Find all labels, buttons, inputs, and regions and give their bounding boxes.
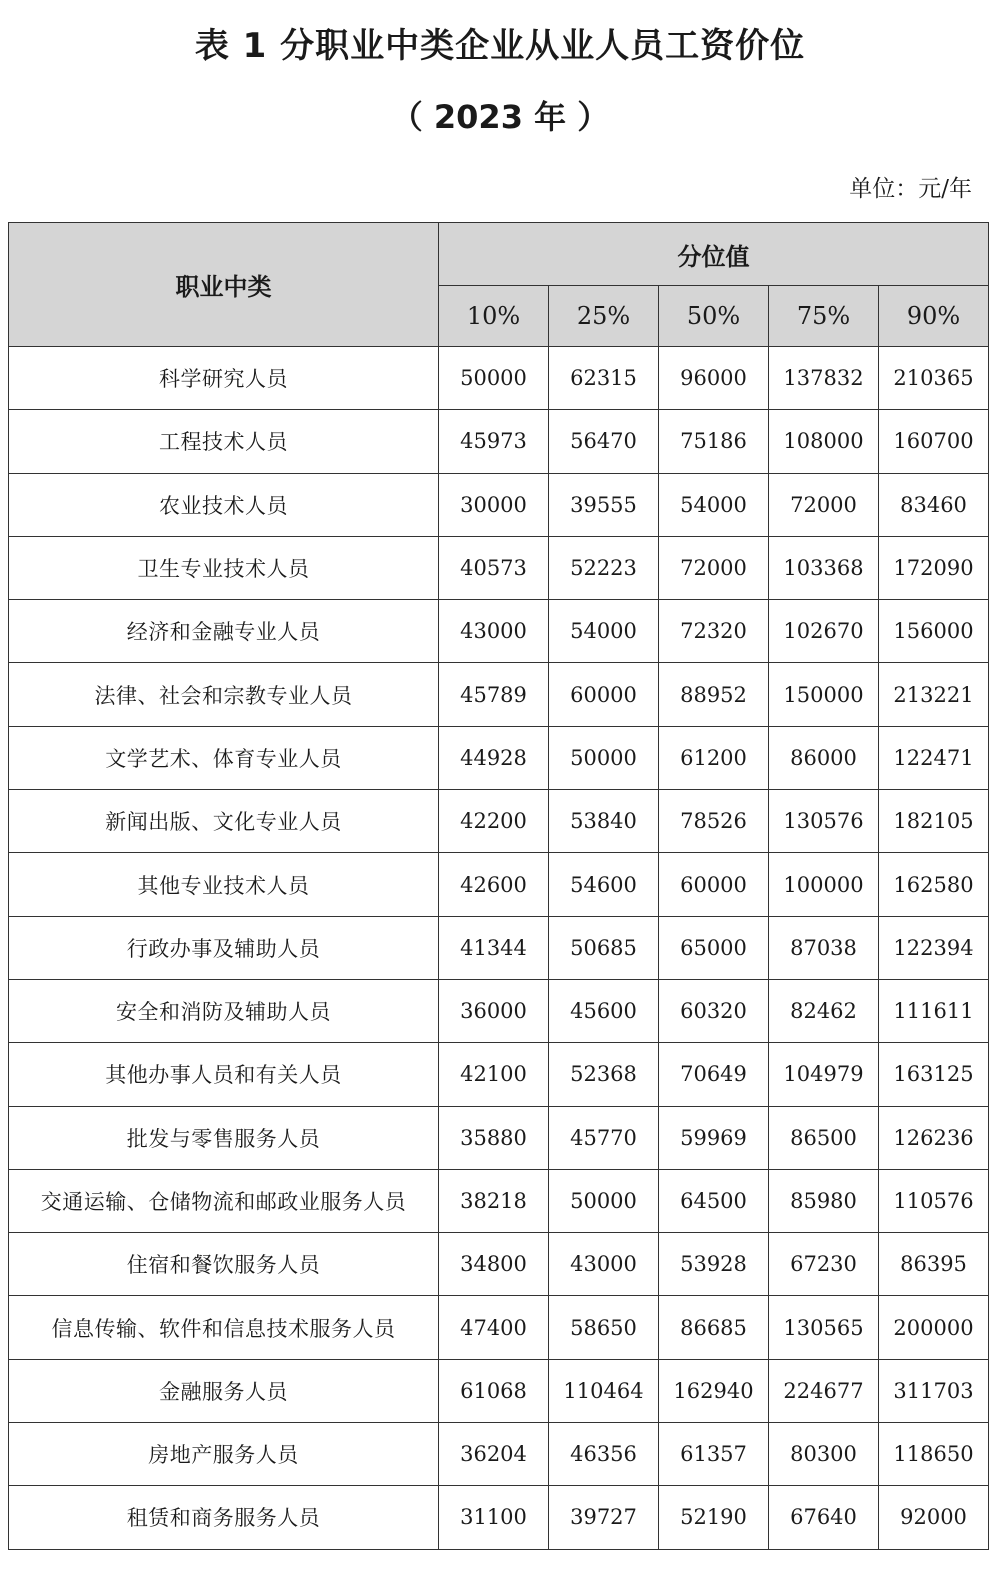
- p10-cell: 31100: [439, 1486, 549, 1549]
- p10-cell: 44928: [439, 726, 549, 789]
- p25-cell: 60000: [549, 663, 659, 726]
- p10-cell: 38218: [439, 1169, 549, 1232]
- p10-cell: 40573: [439, 536, 549, 599]
- table-row: [9, 600, 989, 663]
- p25-cell: 45600: [549, 979, 659, 1042]
- p50-cell: 60320: [659, 979, 769, 1042]
- p90-cell: 111611: [879, 979, 989, 1042]
- p75-cell: 130565: [769, 1296, 879, 1359]
- p25-cell: 62315: [549, 347, 659, 410]
- p75-cell: 137832: [769, 347, 879, 410]
- p50-cell: 162940: [659, 1359, 769, 1422]
- occupation-cell: 租赁和商务服务人员: [9, 1486, 439, 1549]
- p90-cell: 163125: [879, 1043, 989, 1106]
- occupation-cell: 安全和消防及辅助人员: [9, 979, 439, 1042]
- p75-cell: 102670: [769, 600, 879, 663]
- occupation-cell: 经济和金融专业人员: [9, 600, 439, 663]
- p90-cell: 160700: [879, 410, 989, 473]
- p25-cell: 53840: [549, 790, 659, 853]
- table-row: [9, 1106, 989, 1169]
- table-row: [9, 1233, 989, 1296]
- p75-cell: 103368: [769, 536, 879, 599]
- p25-cell: 39727: [549, 1486, 659, 1549]
- p25-cell: 58650: [549, 1296, 659, 1359]
- p25-cell: 50685: [549, 916, 659, 979]
- p90-cell: 172090: [879, 536, 989, 599]
- table-row: [9, 790, 989, 853]
- p25-cell: 50000: [549, 1169, 659, 1232]
- percentile-header-75: 75%: [769, 286, 879, 347]
- p90-cell: 92000: [879, 1486, 989, 1549]
- p75-cell: 86000: [769, 726, 879, 789]
- p10-cell: 43000: [439, 600, 549, 663]
- p10-cell: 42600: [439, 853, 549, 916]
- occupation-cell: 金融服务人员: [9, 1359, 439, 1422]
- p10-cell: 45789: [439, 663, 549, 726]
- percentile-group-header: 分位值: [439, 223, 989, 286]
- p75-cell: 72000: [769, 473, 879, 536]
- table-row: [9, 410, 989, 473]
- p50-cell: 59969: [659, 1106, 769, 1169]
- table-row: [9, 1486, 989, 1549]
- table-body: [9, 347, 989, 1550]
- table-row: [9, 473, 989, 536]
- p10-cell: 45973: [439, 410, 549, 473]
- p75-cell: 85980: [769, 1169, 879, 1232]
- occupation-cell: 交通运输、仓储物流和邮政业服务人员: [9, 1169, 439, 1232]
- p10-cell: 34800: [439, 1233, 549, 1296]
- occupation-column-header: 职业中类: [9, 223, 439, 347]
- p90-cell: 182105: [879, 790, 989, 853]
- table-row: [9, 916, 989, 979]
- table-row: [9, 663, 989, 726]
- p75-cell: 87038: [769, 916, 879, 979]
- p10-cell: 50000: [439, 347, 549, 410]
- occupation-cell: 其他办事人员和有关人员: [9, 1043, 439, 1106]
- p25-cell: 110464: [549, 1359, 659, 1422]
- p50-cell: 61200: [659, 726, 769, 789]
- p10-cell: 35880: [439, 1106, 549, 1169]
- p75-cell: 130576: [769, 790, 879, 853]
- p75-cell: 108000: [769, 410, 879, 473]
- occupation-cell: 科学研究人员: [9, 347, 439, 410]
- occupation-cell: 其他专业技术人员: [9, 853, 439, 916]
- table-row: [9, 1043, 989, 1106]
- p75-cell: 100000: [769, 853, 879, 916]
- table-row: [9, 536, 989, 599]
- table-row: [9, 347, 989, 410]
- p90-cell: 156000: [879, 600, 989, 663]
- table-title: 表 1 分职业中类企业从业人员工资价位: [194, 26, 806, 66]
- p10-cell: 30000: [439, 473, 549, 536]
- percentile-header-25: 25%: [549, 286, 659, 347]
- table-subtitle-year: （ 2023 年 ）: [390, 98, 610, 136]
- p25-cell: 46356: [549, 1423, 659, 1486]
- p25-cell: 43000: [549, 1233, 659, 1296]
- p90-cell: 110576: [879, 1169, 989, 1232]
- p50-cell: 86685: [659, 1296, 769, 1359]
- p90-cell: 126236: [879, 1106, 989, 1169]
- p50-cell: 72000: [659, 536, 769, 599]
- p10-cell: 42100: [439, 1043, 549, 1106]
- p10-cell: 42200: [439, 790, 549, 853]
- occupation-cell: 住宿和餐饮服务人员: [9, 1233, 439, 1296]
- p25-cell: 54600: [549, 853, 659, 916]
- table-row: [9, 853, 989, 916]
- p90-cell: 210365: [879, 347, 989, 410]
- percentile-header-50: 50%: [659, 286, 769, 347]
- p90-cell: 122394: [879, 916, 989, 979]
- p10-cell: 61068: [439, 1359, 549, 1422]
- table-row: [9, 1169, 989, 1232]
- p50-cell: 75186: [659, 410, 769, 473]
- p50-cell: 64500: [659, 1169, 769, 1232]
- p50-cell: 88952: [659, 663, 769, 726]
- p50-cell: 65000: [659, 916, 769, 979]
- p50-cell: 52190: [659, 1486, 769, 1549]
- p25-cell: 54000: [549, 600, 659, 663]
- p50-cell: 72320: [659, 600, 769, 663]
- percentile-header-10: 10%: [439, 286, 549, 347]
- p90-cell: 83460: [879, 473, 989, 536]
- p50-cell: 53928: [659, 1233, 769, 1296]
- occupation-cell: 信息传输、软件和信息技术服务人员: [9, 1296, 439, 1359]
- occupation-cell: 农业技术人员: [9, 473, 439, 536]
- p75-cell: 80300: [769, 1423, 879, 1486]
- table-row: [9, 1296, 989, 1359]
- p10-cell: 41344: [439, 916, 549, 979]
- occupation-cell: 行政办事及辅助人员: [9, 916, 439, 979]
- p10-cell: 47400: [439, 1296, 549, 1359]
- table-row: [9, 1423, 989, 1486]
- p90-cell: 213221: [879, 663, 989, 726]
- p90-cell: 118650: [879, 1423, 989, 1486]
- p25-cell: 39555: [549, 473, 659, 536]
- p90-cell: 162580: [879, 853, 989, 916]
- p50-cell: 54000: [659, 473, 769, 536]
- p90-cell: 86395: [879, 1233, 989, 1296]
- p25-cell: 45770: [549, 1106, 659, 1169]
- p75-cell: 150000: [769, 663, 879, 726]
- occupation-cell: 工程技术人员: [9, 410, 439, 473]
- p25-cell: 50000: [549, 726, 659, 789]
- table-row: [9, 726, 989, 789]
- p25-cell: 52368: [549, 1043, 659, 1106]
- unit-label: 单位：元/年: [849, 176, 972, 202]
- occupation-cell: 批发与零售服务人员: [9, 1106, 439, 1169]
- p75-cell: 104979: [769, 1043, 879, 1106]
- occupation-cell: 文学艺术、体育专业人员: [9, 726, 439, 789]
- p75-cell: 67640: [769, 1486, 879, 1549]
- p90-cell: 200000: [879, 1296, 989, 1359]
- p50-cell: 78526: [659, 790, 769, 853]
- p50-cell: 60000: [659, 853, 769, 916]
- p75-cell: 86500: [769, 1106, 879, 1169]
- percentile-header-90: 90%: [879, 286, 989, 347]
- occupation-cell: 房地产服务人员: [9, 1423, 439, 1486]
- p50-cell: 96000: [659, 347, 769, 410]
- p50-cell: 61357: [659, 1423, 769, 1486]
- p90-cell: 122471: [879, 726, 989, 789]
- p75-cell: 67230: [769, 1233, 879, 1296]
- p25-cell: 56470: [549, 410, 659, 473]
- p10-cell: 36000: [439, 979, 549, 1042]
- occupation-cell: 卫生专业技术人员: [9, 536, 439, 599]
- occupation-cell: 新闻出版、文化专业人员: [9, 790, 439, 853]
- p75-cell: 82462: [769, 979, 879, 1042]
- p90-cell: 311703: [879, 1359, 989, 1422]
- p75-cell: 224677: [769, 1359, 879, 1422]
- table-row: [9, 1359, 989, 1422]
- wage-percentile-table: [8, 222, 989, 1550]
- p25-cell: 52223: [549, 536, 659, 599]
- occupation-cell: 法律、社会和宗教专业人员: [9, 663, 439, 726]
- table-row: [9, 979, 989, 1042]
- p50-cell: 70649: [659, 1043, 769, 1106]
- p10-cell: 36204: [439, 1423, 549, 1486]
